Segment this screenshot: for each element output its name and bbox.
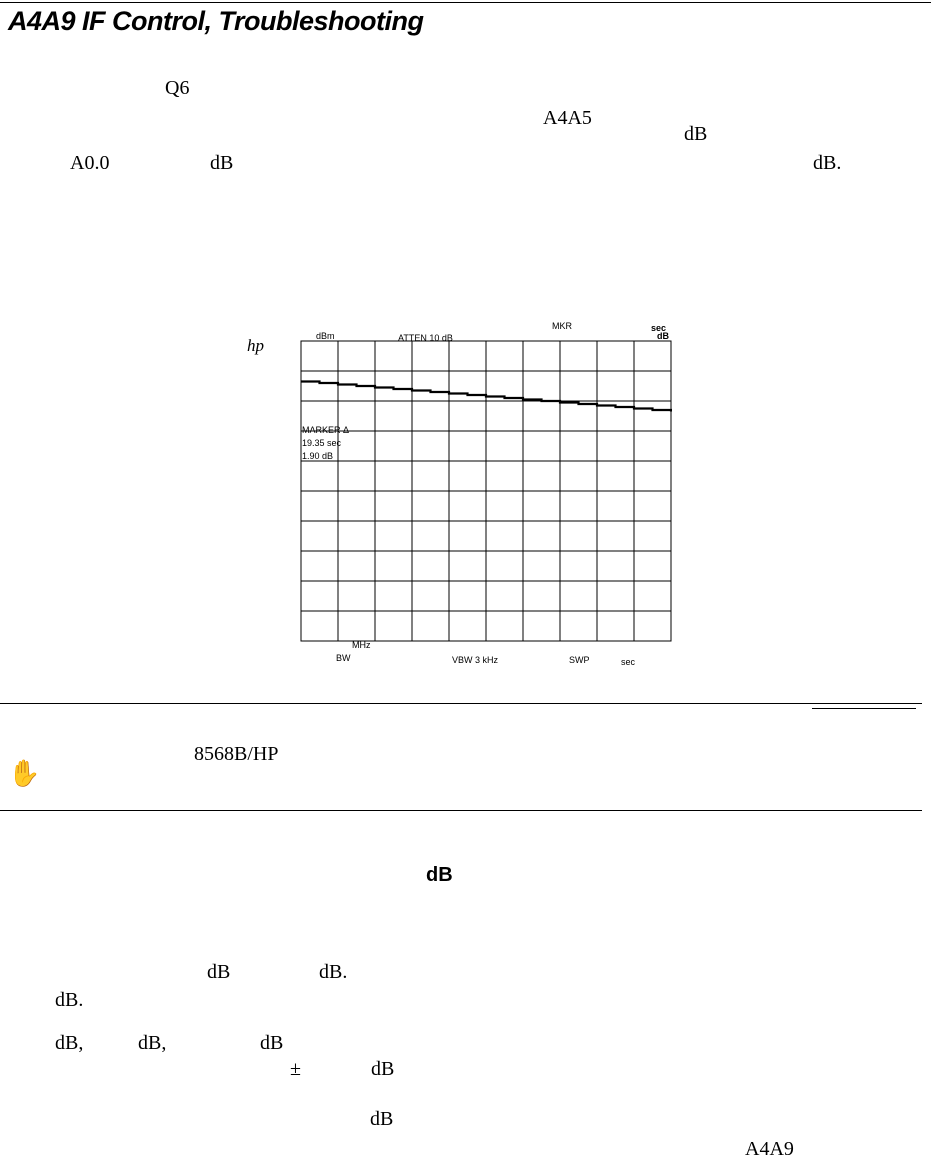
page-title: A4A9 IF Control, Troubleshooting bbox=[8, 6, 424, 36]
text-s2-db-4: dB, bbox=[55, 1032, 84, 1054]
note-short-rule bbox=[812, 708, 916, 709]
analyzer-screen bbox=[300, 340, 672, 642]
text-model: 8568B/HP bbox=[194, 743, 279, 765]
ref-level-label: dBm bbox=[316, 331, 335, 341]
text-s2-db-6: dB bbox=[260, 1032, 284, 1054]
text-db-2: dB bbox=[210, 152, 234, 174]
top-rule bbox=[0, 2, 931, 3]
text-s2-db-8: dB bbox=[370, 1108, 394, 1130]
hand-note-icon: ✋ bbox=[8, 759, 41, 789]
mkr-sec-label: sec bbox=[651, 323, 667, 333]
swp-label: SWP bbox=[569, 655, 590, 665]
mkr-label: MKR bbox=[552, 321, 572, 331]
atten-label: ATTEN 10 dB bbox=[398, 333, 453, 343]
text-db-3: dB. bbox=[813, 152, 842, 174]
text-q6: Q6 bbox=[165, 77, 190, 99]
swp-sec-label: sec bbox=[621, 657, 636, 667]
marker-readout-time: 19.35 sec bbox=[302, 438, 342, 448]
text-s2-db-5: dB, bbox=[138, 1032, 167, 1054]
vbw-label: VBW 3 kHz bbox=[452, 655, 499, 665]
text-s2-db-1: dB bbox=[207, 961, 231, 983]
rbw-label: BW bbox=[336, 653, 351, 663]
span-mhz-label: MHz bbox=[352, 640, 371, 650]
text-db-1: dB bbox=[684, 123, 708, 145]
hp-logo-icon: hp bbox=[247, 336, 264, 355]
text-s2-db-2: dB. bbox=[319, 961, 348, 983]
text-s2-db-7: dB bbox=[371, 1058, 395, 1080]
marker-readout-delta: 1.90 dB bbox=[302, 451, 334, 461]
text-a00: A0.0 bbox=[70, 152, 110, 174]
text-a4a9: A4A9 bbox=[745, 1138, 794, 1160]
text-db-bold: dB bbox=[426, 864, 453, 886]
note-top-rule bbox=[0, 703, 922, 704]
text-a4a5: A4A5 bbox=[543, 107, 592, 129]
mkr-db-label: dB bbox=[657, 331, 669, 341]
text-plus-minus: ± bbox=[290, 1058, 301, 1080]
note-bottom-rule bbox=[0, 810, 922, 811]
text-s2-db-3: dB. bbox=[55, 989, 84, 1011]
marker-readout-title: MARKER Δ bbox=[302, 425, 350, 435]
